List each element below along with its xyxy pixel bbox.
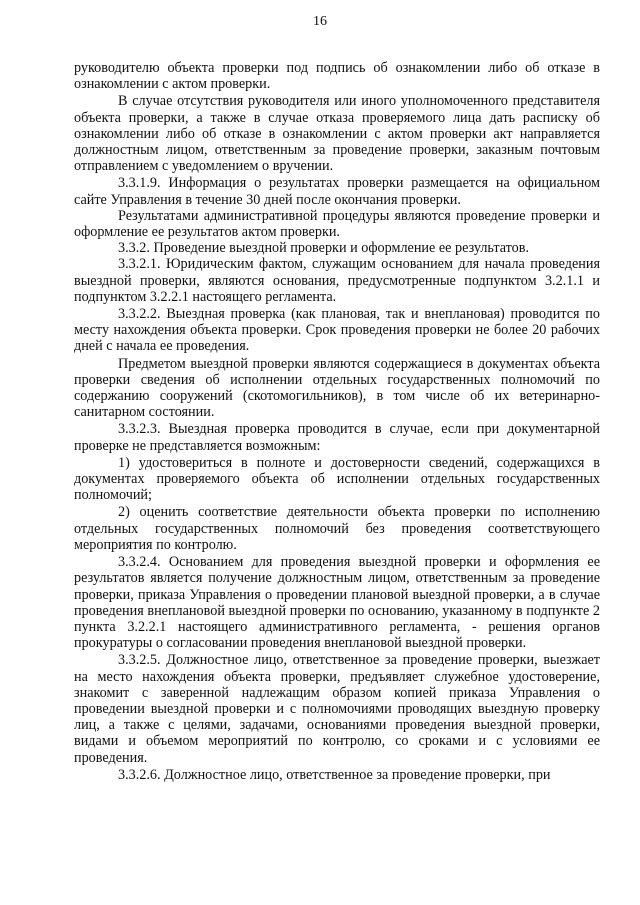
- paragraph-inspection-subject: Предметом выездной проверки являются содержащиеся в документах объекта проверки сведения об исполнении отдельных государственных полномочий по содержанию сооружений (скотомогильников), в том числе об их ветеринарно-санитарном состоянии.: [74, 355, 600, 421]
- paragraph-3-3-2-2: 3.3.2.2. Выездная проверка (как плановая, так и внеплановая) проводится по месту нахождения объекта проверки. Срок проведения проверки не более 20 рабочих дней с начала ее проведения.: [74, 306, 600, 355]
- paragraph-3-3-1-9: 3.3.1.9. Информация о результатах проверки размещается на официальном сайте Управления в течение 30 дней после окончания проверки.: [74, 175, 600, 208]
- paragraph-3-3-2-1: 3.3.2.1. Юридическим фактом, служащим основанием для начала проведения выездной проверки, являются основания, предусмотренные подпунктом 3.2.1.1 и подпунктом 3.2.2.1 настоящего регламента.: [74, 256, 600, 305]
- paragraph-3-3-2-3: 3.3.2.3. Выездная проверка проводится в случае, если при документарной проверке не представляется возможным:: [74, 421, 600, 454]
- paragraph-procedure-results: Результатами административной процедуры являются проведение проверки и оформление ее результатов актом проверки.: [74, 207, 600, 241]
- paragraph-3-3-2: 3.3.2. Проведение выездной проверки и оформление ее результатов.: [118, 240, 530, 257]
- paragraph-3-3-2-6: 3.3.2.6. Должностное лицо, ответственное за проведение проверки, при: [118, 766, 551, 783]
- page-number: 16: [313, 14, 327, 29]
- list-item-1: 1) удостовериться в полноте и достоверности сведений, содержащихся в документах проверяемого объекта об исполнении отдельных государственных полномочий;: [74, 454, 600, 504]
- paragraph-3-3-2-4: 3.3.2.4. Основанием для проведения выездной проверки и оформления ее результатов является получение должностным лицом, ответственным за проведение проверки, приказа Управления о проведении плановой выездной проверки, а в случае проведения внеплановой выездной проверки по основанию, указанному в подпункте 2 пункта 3.2.2.1 настоящего административного регламента, - решения органов прокуратуры о согласовании проведения внеплановой выездной проверки.: [74, 554, 600, 652]
- paragraph-continuation: руководителю объекта проверки под подпись об ознакомлении либо об отказе в ознакомлении с актом проверки.: [74, 60, 600, 93]
- list-item-2: 2) оценить соответствие деятельности объекта проверки по исполнению отдельных государственных полномочий без проведения соответствующего мероприятия по контролю.: [74, 504, 600, 553]
- body-text: [74, 60, 600, 783]
- paragraph-3-3-2-5: 3.3.2.5. Должностное лицо, ответственное за проведение проверки, выезжает на место нахождения объекта проверки, предъявляет служебное удостоверение, знакомит с заверенной надлежащим образом копией приказа Управления о проведении выездной проверки и с полномочиями проводящих выездную проверку лиц, а также с целями, задачами, основаниями проведения выездной проверки, видами и объемом мероприятий по контролю, со сроками и с условиями ее проведения.: [74, 652, 600, 766]
- paragraph-absence-of-head: В случае отсутствия руководителя или иного уполномоченного представителя объекта проверки, а также в случае отказа проверяемого лица дать расписку об ознакомлении либо об отказе в ознакомлении с актом проверки акт направляется должностным лицом, ответственным за проведение проверки, заказным почтовым отправлением с уведомлением о вручении.: [74, 93, 600, 175]
